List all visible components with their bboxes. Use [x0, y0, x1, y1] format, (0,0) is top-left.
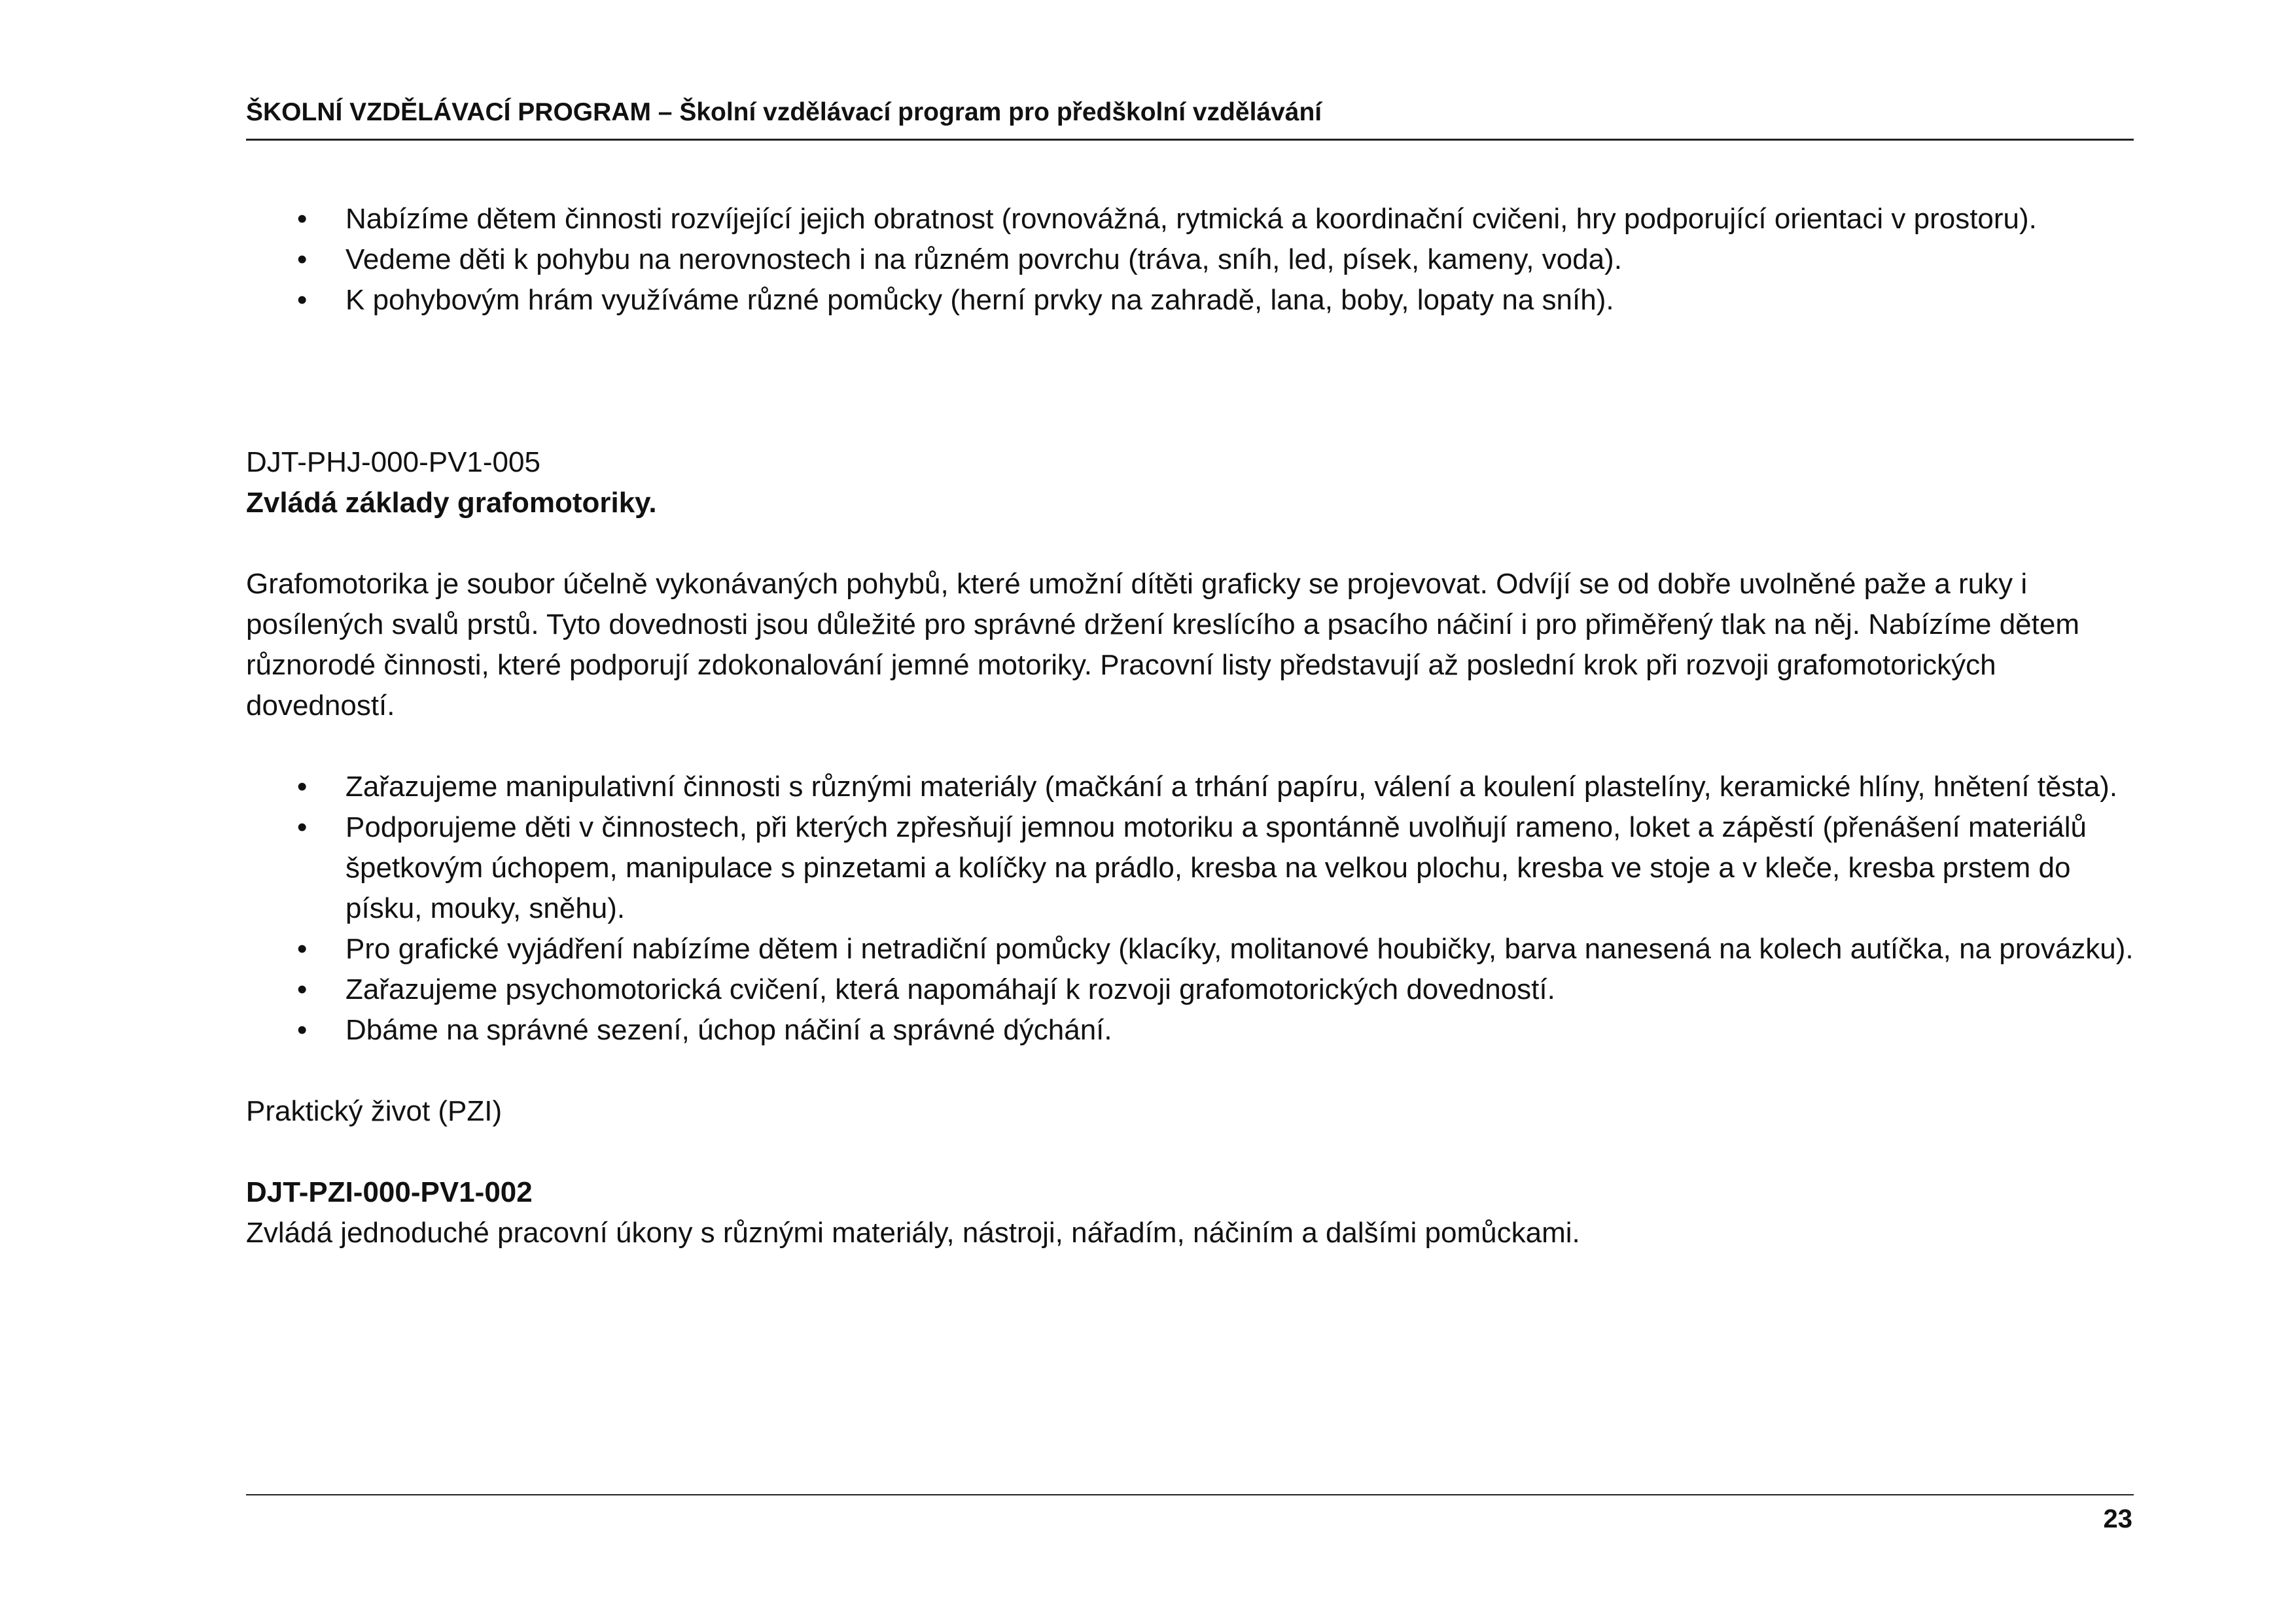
spacer: [246, 321, 2134, 442]
bullet-list-movement: [246, 199, 2134, 321]
spacer: [246, 726, 2134, 767]
bullet-icon: •: [297, 811, 308, 843]
list-item-text: Vedeme děti k pohybu na nerovnostech i na různém povrchu (tráva, sníh, led, písek, kameny, voda).: [345, 243, 1622, 275]
section-heading: Praktický život (PZI): [246, 1095, 503, 1127]
bullet-icon: •: [297, 933, 308, 965]
footer-divider: [246, 1494, 2134, 1495]
list-item-text: Nabízíme dětem činnosti rozvíjející jejich obratnost (rovnovážná, rytmická a koordinační cvičeni, hry podporující orientaci v prostoru).: [345, 203, 2037, 235]
bullet-list-grafomotorika: [246, 767, 2134, 1051]
list-item-text: Podporujeme děti v činnostech, při kterých zpřesňují jemnou motoriku a spontánně uvolňují rameno, loket a zápěstí (přenášení materiálů špetkovým úchopem, manipulace s pinzetami a kolíčky na prádlo, kresba na velkou plochu, kresba ve stoje a v kleče, kresba prstem do písku, mouky, sněhu).: [345, 811, 2087, 924]
page-header: ŠKOLNÍ VZDĚLÁVACÍ PROGRAM – Školní vzdělávací program pro předškolní vzdělávání: [246, 98, 1322, 126]
list-item-text: K pohybovým hrám využíváme různé pomůcky (herní prvky na zahradě, lana, boby, lopaty na sníh).: [345, 284, 1614, 316]
bullet-icon: •: [297, 1014, 308, 1046]
bullet-icon: •: [297, 771, 308, 803]
list-item: [246, 239, 2134, 280]
section-text: Zvládá jednoduché pracovní úkony s různými materiály, nástroji, nářadím, náčiním a dalšími pomůckami.: [246, 1217, 1580, 1249]
bullet-icon: •: [297, 284, 308, 316]
list-item-text: Zařazujeme manipulativní činnosti s různými materiály (mačkání a trhání papíru, válení a koulení plastelíny, keramické hlíny, hnětení těsta).: [345, 771, 2118, 803]
list-item: [246, 929, 2134, 969]
page-content: [246, 199, 2134, 1253]
bullet-icon: •: [297, 243, 308, 275]
spacer: [246, 1132, 2134, 1172]
list-item-text: Dbáme na správné sezení, úchop náčiní a správné dýchání.: [345, 1014, 1112, 1046]
bullet-icon: •: [297, 203, 308, 235]
section-code: DJT-PZI-000-PV1-002: [246, 1176, 533, 1208]
section-code: DJT-PHJ-000-PV1-005: [246, 446, 540, 478]
section-paragraph: Grafomotorika je soubor účelně vykonávaných pohybů, které umožní dítěti graficky se projevovat. Odvíjí se od dobře uvolněné paže a ruky i posílených svalů prstů. Tyto dovednosti jsou důležité pro správné držení kreslícího a psacího náčiní i pro přiměřený tlak na něj. Nabízíme dětem různorodé činnosti, které podporují zdokonalování jemné motoriky. Pracovní listy představují až poslední krok při rozvoji grafomotorických dovedností.: [246, 568, 2079, 722]
spacer: [246, 1051, 2134, 1091]
list-item: [246, 280, 2134, 321]
list-item: [246, 1010, 2134, 1051]
header-divider: [246, 139, 2134, 141]
page-number: 23: [2103, 1505, 2132, 1533]
section-title: Zvládá základy grafomotoriky.: [246, 487, 657, 519]
list-item-text: Pro grafické vyjádření nabízíme dětem i netradiční pomůcky (klacíky, molitanové houbičky, barva nanesená na kolech autíčka, na provázku).: [345, 933, 2134, 965]
bullet-icon: •: [297, 973, 308, 1005]
list-item: [246, 767, 2134, 807]
spacer: [246, 523, 2134, 564]
list-item-text: Zařazujeme psychomotorická cvičení, která napomáhají k rozvoji grafomotorických dovedností.: [345, 973, 1555, 1005]
list-item: [246, 807, 2134, 929]
list-item: [246, 969, 2134, 1010]
list-item: [246, 199, 2134, 239]
